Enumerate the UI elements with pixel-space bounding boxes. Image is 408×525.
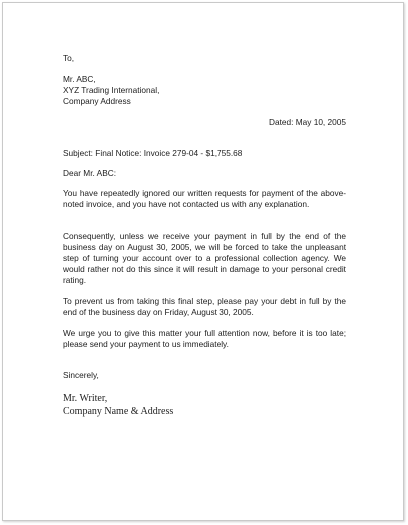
to-line: To,	[63, 53, 75, 63]
signature-company: Company Name & Address	[63, 406, 174, 417]
letter-greeting: Dear Mr. ABC:	[63, 168, 117, 178]
letter-closing: Sincerely,	[63, 370, 99, 380]
signature-name: Mr. Writer,	[63, 393, 108, 404]
body-paragraph: Consequently, unless we receive your payment in full by the end of the business day on August 30, 2005, we will be forced to take the unpleasant step of turning your account over to a professional collection agency. We would rather not do this since it will result in damage to your personal credit rating.	[63, 231, 346, 285]
body-paragraph: To prevent us from taking this final step, please pay your debt in full by the end of the business day on Friday, August 30, 2005.	[63, 296, 346, 317]
letter-date: Dated: May 10, 2005	[268, 117, 346, 127]
recipient-name: Mr. ABC,	[63, 74, 96, 84]
recipient-company: XYZ Trading International,	[63, 85, 160, 95]
letter-page	[2, 2, 404, 521]
body-paragraph: We urge you to give this matter your full attention now, before it is too late; please send your payment to us immediately.	[63, 328, 346, 349]
recipient-address: Company Address	[63, 96, 131, 106]
body-paragraph: You have repeatedly ignored our written requests for payment of the above-noted invoice, and you have not contacted us with any explanation.	[63, 188, 346, 209]
letter-subject: Subject: Final Notice: Invoice 279-04 - $1,755.68	[63, 148, 243, 158]
